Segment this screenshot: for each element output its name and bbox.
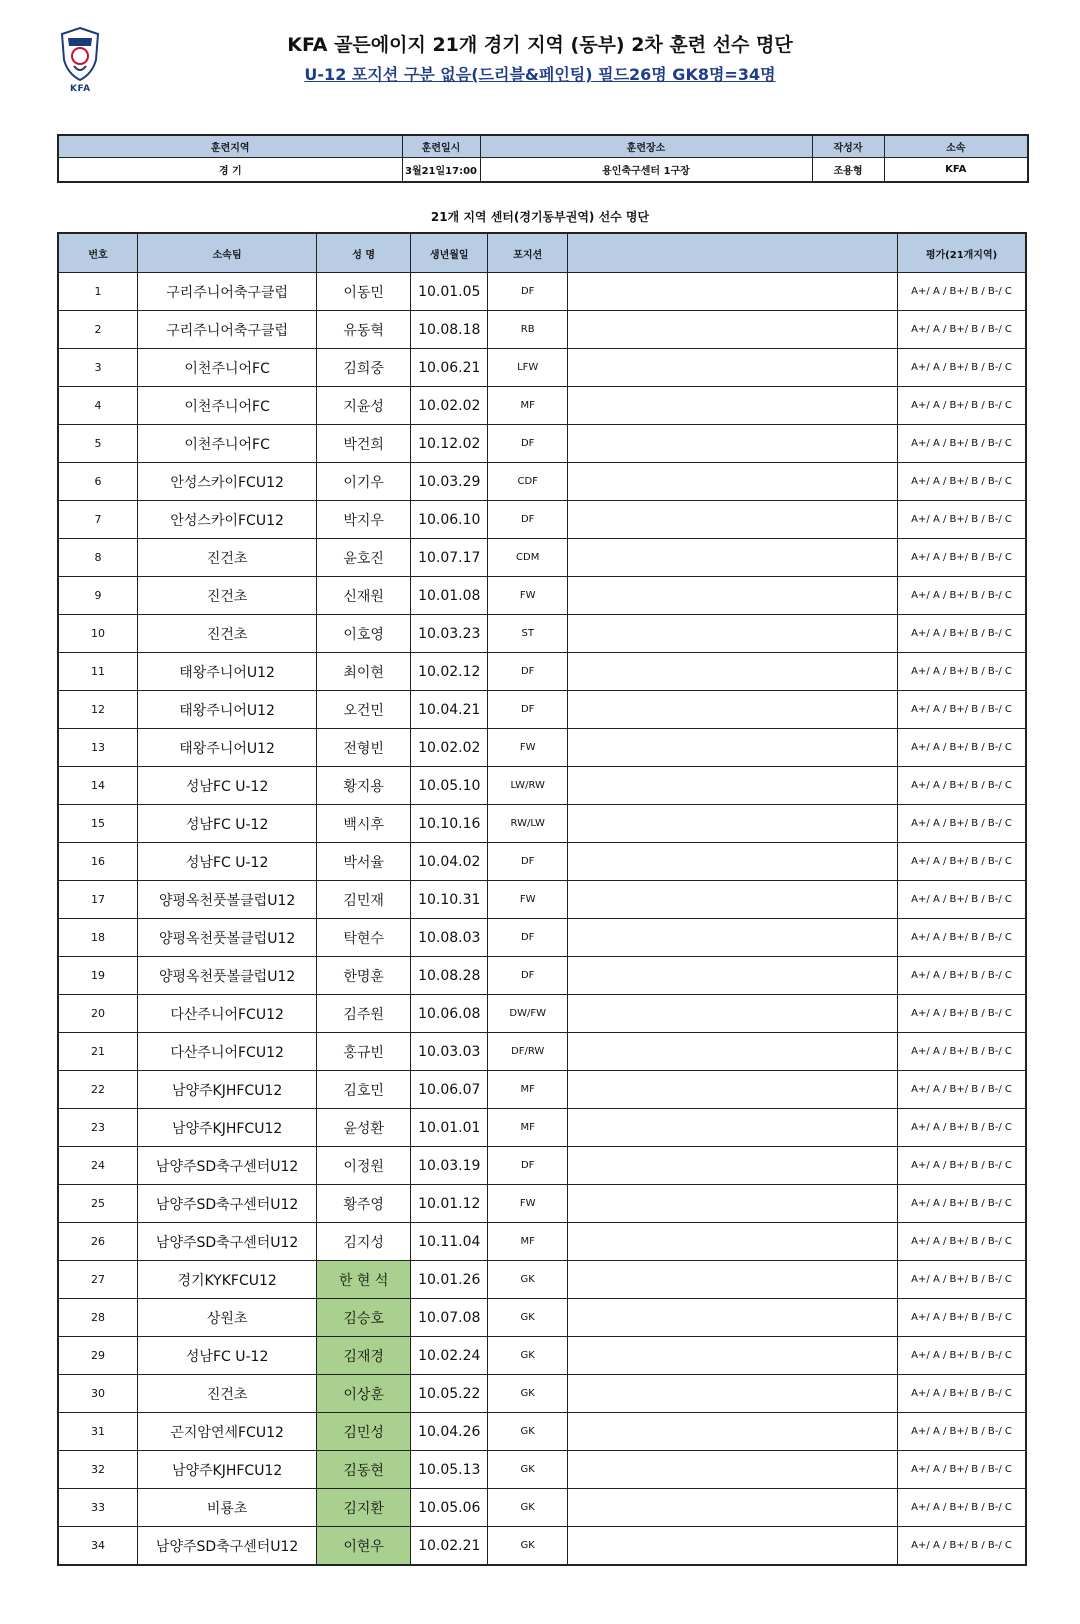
table-row bbox=[58, 1109, 1026, 1147]
table-row bbox=[58, 311, 1026, 349]
player-position: GK bbox=[488, 1451, 567, 1489]
player-team: 성남FC U-12 bbox=[137, 843, 316, 881]
player-team: 남양주SD축구센터U12 bbox=[137, 1527, 316, 1566]
player-position: DF bbox=[488, 501, 567, 539]
player-team: 이천주니어FC bbox=[137, 387, 316, 425]
player-number: 16 bbox=[58, 843, 137, 881]
player-number: 10 bbox=[58, 615, 137, 653]
player-birthdate: 10.02.02 bbox=[411, 729, 488, 767]
player-evaluation: A+/ A / B+/ B / B-/ C bbox=[898, 919, 1026, 957]
player-team: 남양주KJHFCU12 bbox=[137, 1451, 316, 1489]
player-number: 21 bbox=[58, 1033, 137, 1071]
player-birthdate: 10.06.21 bbox=[411, 349, 488, 387]
player-number: 12 bbox=[58, 691, 137, 729]
player-position: MF bbox=[488, 1071, 567, 1109]
player-notes bbox=[567, 957, 897, 995]
player-name: 이현우 bbox=[317, 1527, 411, 1566]
player-number: 19 bbox=[58, 957, 137, 995]
table-row bbox=[58, 1337, 1026, 1375]
info-region: 경 기 bbox=[58, 158, 402, 183]
player-team: 성남FC U-12 bbox=[137, 805, 316, 843]
training-info-table bbox=[57, 134, 1029, 183]
player-team: 진건초 bbox=[137, 539, 316, 577]
player-notes bbox=[567, 691, 897, 729]
player-team: 남양주SD축구센터U12 bbox=[137, 1185, 316, 1223]
player-evaluation: A+/ A / B+/ B / B-/ C bbox=[898, 1147, 1026, 1185]
player-evaluation: A+/ A / B+/ B / B-/ C bbox=[898, 1033, 1026, 1071]
table-row bbox=[58, 1071, 1026, 1109]
col-header-position: 포지션 bbox=[488, 233, 567, 273]
player-birthdate: 10.06.08 bbox=[411, 995, 488, 1033]
table-row bbox=[58, 957, 1026, 995]
info-header-author: 작성자 bbox=[812, 135, 884, 158]
player-name: 김동현 bbox=[317, 1451, 411, 1489]
player-team: 다산주니어FCU12 bbox=[137, 1033, 316, 1071]
player-position: MF bbox=[488, 1109, 567, 1147]
player-birthdate: 10.05.13 bbox=[411, 1451, 488, 1489]
player-name: 이정원 bbox=[317, 1147, 411, 1185]
table-row bbox=[58, 1375, 1026, 1413]
player-name: 김지환 bbox=[317, 1489, 411, 1527]
player-position: FW bbox=[488, 729, 567, 767]
player-notes bbox=[567, 273, 897, 311]
player-name: 이상훈 bbox=[317, 1375, 411, 1413]
player-notes bbox=[567, 1299, 897, 1337]
player-position: GK bbox=[488, 1375, 567, 1413]
player-name: 이동민 bbox=[317, 273, 411, 311]
table-row bbox=[58, 1033, 1026, 1071]
player-team: 비룡초 bbox=[137, 1489, 316, 1527]
player-evaluation: A+/ A / B+/ B / B-/ C bbox=[898, 273, 1026, 311]
player-evaluation: A+/ A / B+/ B / B-/ C bbox=[898, 957, 1026, 995]
table-row bbox=[58, 767, 1026, 805]
player-birthdate: 10.05.06 bbox=[411, 1489, 488, 1527]
player-birthdate: 10.05.22 bbox=[411, 1375, 488, 1413]
player-evaluation: A+/ A / B+/ B / B-/ C bbox=[898, 843, 1026, 881]
player-number: 24 bbox=[58, 1147, 137, 1185]
player-evaluation: A+/ A / B+/ B / B-/ C bbox=[898, 1451, 1026, 1489]
player-name: 한 현 석 bbox=[317, 1261, 411, 1299]
player-evaluation: A+/ A / B+/ B / B-/ C bbox=[898, 1109, 1026, 1147]
player-team: 이천주니어FC bbox=[137, 425, 316, 463]
player-birthdate: 10.01.26 bbox=[411, 1261, 488, 1299]
player-birthdate: 10.11.04 bbox=[411, 1223, 488, 1261]
info-header-row bbox=[58, 135, 1028, 158]
player-notes bbox=[567, 1527, 897, 1566]
player-team: 상원초 bbox=[137, 1299, 316, 1337]
col-header-notes bbox=[567, 233, 897, 273]
page-subtitle: U-12 포지션 구분 없음(드리블&페인팅) 필드26명 GK8명=34명 bbox=[304, 65, 776, 84]
player-notes bbox=[567, 881, 897, 919]
player-number: 20 bbox=[58, 995, 137, 1033]
player-name: 박지우 bbox=[317, 501, 411, 539]
player-birthdate: 10.08.28 bbox=[411, 957, 488, 995]
player-name: 오건민 bbox=[317, 691, 411, 729]
player-birthdate: 10.08.18 bbox=[411, 311, 488, 349]
player-number: 1 bbox=[58, 273, 137, 311]
info-value-row bbox=[58, 158, 1028, 183]
player-evaluation: A+/ A / B+/ B / B-/ C bbox=[898, 425, 1026, 463]
player-evaluation: A+/ A / B+/ B / B-/ C bbox=[898, 1413, 1026, 1451]
table-row bbox=[58, 995, 1026, 1033]
table-row bbox=[58, 1185, 1026, 1223]
player-notes bbox=[567, 995, 897, 1033]
player-birthdate: 10.10.16 bbox=[411, 805, 488, 843]
roster-header-row bbox=[58, 233, 1026, 273]
player-team: 태왕주니어U12 bbox=[137, 691, 316, 729]
player-birthdate: 10.01.01 bbox=[411, 1109, 488, 1147]
player-notes bbox=[567, 1375, 897, 1413]
player-team: 양평옥천풋볼클럽U12 bbox=[137, 919, 316, 957]
player-evaluation: A+/ A / B+/ B / B-/ C bbox=[898, 1071, 1026, 1109]
player-position: DF bbox=[488, 957, 567, 995]
player-name: 지윤성 bbox=[317, 387, 411, 425]
player-number: 33 bbox=[58, 1489, 137, 1527]
player-number: 9 bbox=[58, 577, 137, 615]
player-notes bbox=[567, 1185, 897, 1223]
player-birthdate: 10.02.12 bbox=[411, 653, 488, 691]
player-position: RW/LW bbox=[488, 805, 567, 843]
player-team: 경기KYKFCU12 bbox=[137, 1261, 316, 1299]
player-name: 탁현수 bbox=[317, 919, 411, 957]
info-datetime: 3월21일17:00 bbox=[402, 158, 480, 183]
player-name: 이기우 bbox=[317, 463, 411, 501]
player-position: FW bbox=[488, 1185, 567, 1223]
player-name: 홍규빈 bbox=[317, 1033, 411, 1071]
player-number: 23 bbox=[58, 1109, 137, 1147]
player-name: 황주영 bbox=[317, 1185, 411, 1223]
player-position: GK bbox=[488, 1413, 567, 1451]
player-notes bbox=[567, 1147, 897, 1185]
player-position: DW/FW bbox=[488, 995, 567, 1033]
player-birthdate: 10.02.24 bbox=[411, 1337, 488, 1375]
player-number: 15 bbox=[58, 805, 137, 843]
player-team: 곤지암연세FCU12 bbox=[137, 1413, 316, 1451]
player-team: 다산주니어FCU12 bbox=[137, 995, 316, 1033]
table-row bbox=[58, 1489, 1026, 1527]
player-birthdate: 10.08.03 bbox=[411, 919, 488, 957]
player-team: 남양주KJHFCU12 bbox=[137, 1109, 316, 1147]
table-row bbox=[58, 729, 1026, 767]
player-team: 성남FC U-12 bbox=[137, 1337, 316, 1375]
player-name: 김희중 bbox=[317, 349, 411, 387]
table-row bbox=[58, 539, 1026, 577]
player-number: 18 bbox=[58, 919, 137, 957]
player-name: 김지성 bbox=[317, 1223, 411, 1261]
table-row bbox=[58, 805, 1026, 843]
player-number: 3 bbox=[58, 349, 137, 387]
player-evaluation: A+/ A / B+/ B / B-/ C bbox=[898, 349, 1026, 387]
table-row bbox=[58, 1413, 1026, 1451]
table-row bbox=[58, 1451, 1026, 1489]
info-header-venue: 훈련장소 bbox=[480, 135, 812, 158]
player-notes bbox=[567, 843, 897, 881]
info-author: 조용형 bbox=[812, 158, 884, 183]
player-notes bbox=[567, 311, 897, 349]
player-position: LW/RW bbox=[488, 767, 567, 805]
player-notes bbox=[567, 501, 897, 539]
player-name: 김민성 bbox=[317, 1413, 411, 1451]
player-birthdate: 10.02.21 bbox=[411, 1527, 488, 1566]
player-position: DF bbox=[488, 919, 567, 957]
player-evaluation: A+/ A / B+/ B / B-/ C bbox=[898, 995, 1026, 1033]
player-birthdate: 10.04.21 bbox=[411, 691, 488, 729]
player-position: ST bbox=[488, 615, 567, 653]
player-number: 31 bbox=[58, 1413, 137, 1451]
player-position: GK bbox=[488, 1527, 567, 1566]
player-name: 윤성환 bbox=[317, 1109, 411, 1147]
player-name: 김민재 bbox=[317, 881, 411, 919]
player-position: DF bbox=[488, 653, 567, 691]
player-birthdate: 10.01.12 bbox=[411, 1185, 488, 1223]
player-position: FW bbox=[488, 881, 567, 919]
player-position: CDF bbox=[488, 463, 567, 501]
player-notes bbox=[567, 1451, 897, 1489]
player-birthdate: 10.03.19 bbox=[411, 1147, 488, 1185]
player-position: MF bbox=[488, 1223, 567, 1261]
player-position: DF bbox=[488, 1147, 567, 1185]
player-birthdate: 10.04.02 bbox=[411, 843, 488, 881]
player-notes bbox=[567, 1261, 897, 1299]
player-notes bbox=[567, 653, 897, 691]
player-evaluation: A+/ A / B+/ B / B-/ C bbox=[898, 311, 1026, 349]
player-evaluation: A+/ A / B+/ B / B-/ C bbox=[898, 1375, 1026, 1413]
logo-text: KFA bbox=[70, 84, 91, 94]
player-evaluation: A+/ A / B+/ B / B-/ C bbox=[898, 615, 1026, 653]
player-number: 27 bbox=[58, 1261, 137, 1299]
player-position: DF bbox=[488, 843, 567, 881]
player-number: 13 bbox=[58, 729, 137, 767]
player-evaluation: A+/ A / B+/ B / B-/ C bbox=[898, 691, 1026, 729]
player-team: 안성스카이FCU12 bbox=[137, 463, 316, 501]
player-number: 17 bbox=[58, 881, 137, 919]
table-row bbox=[58, 1261, 1026, 1299]
player-position: DF/RW bbox=[488, 1033, 567, 1071]
player-notes bbox=[567, 767, 897, 805]
player-team: 남양주SD축구센터U12 bbox=[137, 1147, 316, 1185]
player-birthdate: 10.05.10 bbox=[411, 767, 488, 805]
player-number: 32 bbox=[58, 1451, 137, 1489]
table-row bbox=[58, 501, 1026, 539]
table-row bbox=[58, 843, 1026, 881]
player-number: 2 bbox=[58, 311, 137, 349]
player-name: 박서율 bbox=[317, 843, 411, 881]
player-position: GK bbox=[488, 1489, 567, 1527]
col-header-team: 소속팀 bbox=[137, 233, 316, 273]
player-notes bbox=[567, 577, 897, 615]
roster-section-title: 21개 지역 센터(경기동부권역) 선수 명단 bbox=[430, 210, 650, 224]
player-number: 11 bbox=[58, 653, 137, 691]
player-evaluation: A+/ A / B+/ B / B-/ C bbox=[898, 463, 1026, 501]
player-birthdate: 10.03.03 bbox=[411, 1033, 488, 1071]
info-affiliation: KFA bbox=[884, 158, 1028, 183]
player-notes bbox=[567, 919, 897, 957]
player-number: 28 bbox=[58, 1299, 137, 1337]
col-header-evaluation: 평가(21개지역) bbox=[898, 233, 1026, 273]
player-number: 4 bbox=[58, 387, 137, 425]
player-number: 14 bbox=[58, 767, 137, 805]
player-team: 구리주니어축구클럽 bbox=[137, 273, 316, 311]
player-evaluation: A+/ A / B+/ B / B-/ C bbox=[898, 577, 1026, 615]
player-evaluation: A+/ A / B+/ B / B-/ C bbox=[898, 1299, 1026, 1337]
player-team: 성남FC U-12 bbox=[137, 767, 316, 805]
player-name: 김호민 bbox=[317, 1071, 411, 1109]
table-row bbox=[58, 919, 1026, 957]
player-birthdate: 10.12.02 bbox=[411, 425, 488, 463]
player-birthdate: 10.04.26 bbox=[411, 1413, 488, 1451]
player-name: 김승호 bbox=[317, 1299, 411, 1337]
player-team: 진건초 bbox=[137, 1375, 316, 1413]
player-notes bbox=[567, 1413, 897, 1451]
player-evaluation: A+/ A / B+/ B / B-/ C bbox=[898, 805, 1026, 843]
player-notes bbox=[567, 425, 897, 463]
player-team: 안성스카이FCU12 bbox=[137, 501, 316, 539]
player-birthdate: 10.02.02 bbox=[411, 387, 488, 425]
player-birthdate: 10.07.17 bbox=[411, 539, 488, 577]
table-row bbox=[58, 463, 1026, 501]
player-notes bbox=[567, 1033, 897, 1071]
player-notes bbox=[567, 1071, 897, 1109]
player-birthdate: 10.03.23 bbox=[411, 615, 488, 653]
col-header-name: 성 명 bbox=[317, 233, 411, 273]
player-position: DF bbox=[488, 691, 567, 729]
player-position: GK bbox=[488, 1299, 567, 1337]
player-number: 29 bbox=[58, 1337, 137, 1375]
player-notes bbox=[567, 463, 897, 501]
player-evaluation: A+/ A / B+/ B / B-/ C bbox=[898, 539, 1026, 577]
player-evaluation: A+/ A / B+/ B / B-/ C bbox=[898, 1223, 1026, 1261]
player-name: 김주원 bbox=[317, 995, 411, 1033]
player-notes bbox=[567, 1109, 897, 1147]
player-team: 태왕주니어U12 bbox=[137, 653, 316, 691]
player-position: GK bbox=[488, 1337, 567, 1375]
player-name: 김재경 bbox=[317, 1337, 411, 1375]
player-notes bbox=[567, 1489, 897, 1527]
player-position: LFW bbox=[488, 349, 567, 387]
table-row bbox=[58, 1527, 1026, 1566]
player-team: 태왕주니어U12 bbox=[137, 729, 316, 767]
player-number: 22 bbox=[58, 1071, 137, 1109]
page-title: KFA 골든에이지 21개 경기 지역 (동부) 2차 훈련 선수 명단 bbox=[287, 34, 793, 56]
player-team: 양평옥천풋볼클럽U12 bbox=[137, 881, 316, 919]
player-name: 윤호진 bbox=[317, 539, 411, 577]
table-row bbox=[58, 349, 1026, 387]
player-position: CDM bbox=[488, 539, 567, 577]
player-notes bbox=[567, 729, 897, 767]
player-birthdate: 10.10.31 bbox=[411, 881, 488, 919]
player-notes bbox=[567, 1337, 897, 1375]
table-row bbox=[58, 615, 1026, 653]
table-row bbox=[58, 691, 1026, 729]
info-header-region: 훈련지역 bbox=[58, 135, 402, 158]
player-notes bbox=[567, 387, 897, 425]
player-number: 7 bbox=[58, 501, 137, 539]
player-birthdate: 10.06.07 bbox=[411, 1071, 488, 1109]
table-row bbox=[58, 1223, 1026, 1261]
player-notes bbox=[567, 349, 897, 387]
table-row bbox=[58, 273, 1026, 311]
player-team: 남양주KJHFCU12 bbox=[137, 1071, 316, 1109]
col-header-birthdate: 생년월일 bbox=[411, 233, 488, 273]
player-notes bbox=[567, 539, 897, 577]
player-name: 이호영 bbox=[317, 615, 411, 653]
player-name: 백시후 bbox=[317, 805, 411, 843]
player-notes bbox=[567, 615, 897, 653]
player-number: 34 bbox=[58, 1527, 137, 1566]
player-notes bbox=[567, 1223, 897, 1261]
player-evaluation: A+/ A / B+/ B / B-/ C bbox=[898, 1185, 1026, 1223]
info-header-affiliation: 소속 bbox=[884, 135, 1028, 158]
player-evaluation: A+/ A / B+/ B / B-/ C bbox=[898, 501, 1026, 539]
player-number: 30 bbox=[58, 1375, 137, 1413]
table-row bbox=[58, 577, 1026, 615]
player-birthdate: 10.01.05 bbox=[411, 273, 488, 311]
player-number: 6 bbox=[58, 463, 137, 501]
player-name: 최이현 bbox=[317, 653, 411, 691]
player-evaluation: A+/ A / B+/ B / B-/ C bbox=[898, 1489, 1026, 1527]
table-row bbox=[58, 1147, 1026, 1185]
info-venue: 용인축구센터 1구장 bbox=[480, 158, 812, 183]
player-team: 남양주SD축구센터U12 bbox=[137, 1223, 316, 1261]
col-header-number: 번호 bbox=[58, 233, 137, 273]
player-evaluation: A+/ A / B+/ B / B-/ C bbox=[898, 1337, 1026, 1375]
player-evaluation: A+/ A / B+/ B / B-/ C bbox=[898, 767, 1026, 805]
player-position: FW bbox=[488, 577, 567, 615]
player-team: 구리주니어축구클럽 bbox=[137, 311, 316, 349]
player-name: 박건희 bbox=[317, 425, 411, 463]
player-name: 황지용 bbox=[317, 767, 411, 805]
player-team: 진건초 bbox=[137, 577, 316, 615]
player-number: 8 bbox=[58, 539, 137, 577]
roster-table bbox=[57, 232, 1027, 1566]
player-position: GK bbox=[488, 1261, 567, 1299]
player-number: 25 bbox=[58, 1185, 137, 1223]
player-number: 26 bbox=[58, 1223, 137, 1261]
player-evaluation: A+/ A / B+/ B / B-/ C bbox=[898, 1261, 1026, 1299]
info-header-datetime: 훈련일시 bbox=[402, 135, 480, 158]
player-evaluation: A+/ A / B+/ B / B-/ C bbox=[898, 387, 1026, 425]
player-evaluation: A+/ A / B+/ B / B-/ C bbox=[898, 881, 1026, 919]
player-birthdate: 10.01.08 bbox=[411, 577, 488, 615]
player-birthdate: 10.06.10 bbox=[411, 501, 488, 539]
player-evaluation: A+/ A / B+/ B / B-/ C bbox=[898, 729, 1026, 767]
player-team: 이천주니어FC bbox=[137, 349, 316, 387]
table-row bbox=[58, 1299, 1026, 1337]
table-row bbox=[58, 387, 1026, 425]
player-name: 신재원 bbox=[317, 577, 411, 615]
player-position: DF bbox=[488, 273, 567, 311]
player-birthdate: 10.03.29 bbox=[411, 463, 488, 501]
player-position: RB bbox=[488, 311, 567, 349]
player-position: MF bbox=[488, 387, 567, 425]
player-birthdate: 10.07.08 bbox=[411, 1299, 488, 1337]
player-notes bbox=[567, 805, 897, 843]
player-name: 한명훈 bbox=[317, 957, 411, 995]
player-number: 5 bbox=[58, 425, 137, 463]
player-position: DF bbox=[488, 425, 567, 463]
table-row bbox=[58, 425, 1026, 463]
table-row bbox=[58, 653, 1026, 691]
player-team: 진건초 bbox=[137, 615, 316, 653]
table-row bbox=[58, 881, 1026, 919]
player-name: 유동혁 bbox=[317, 311, 411, 349]
player-team: 양평옥천풋볼클럽U12 bbox=[137, 957, 316, 995]
player-evaluation: A+/ A / B+/ B / B-/ C bbox=[898, 653, 1026, 691]
player-evaluation: A+/ A / B+/ B / B-/ C bbox=[898, 1527, 1026, 1566]
player-name: 전형빈 bbox=[317, 729, 411, 767]
